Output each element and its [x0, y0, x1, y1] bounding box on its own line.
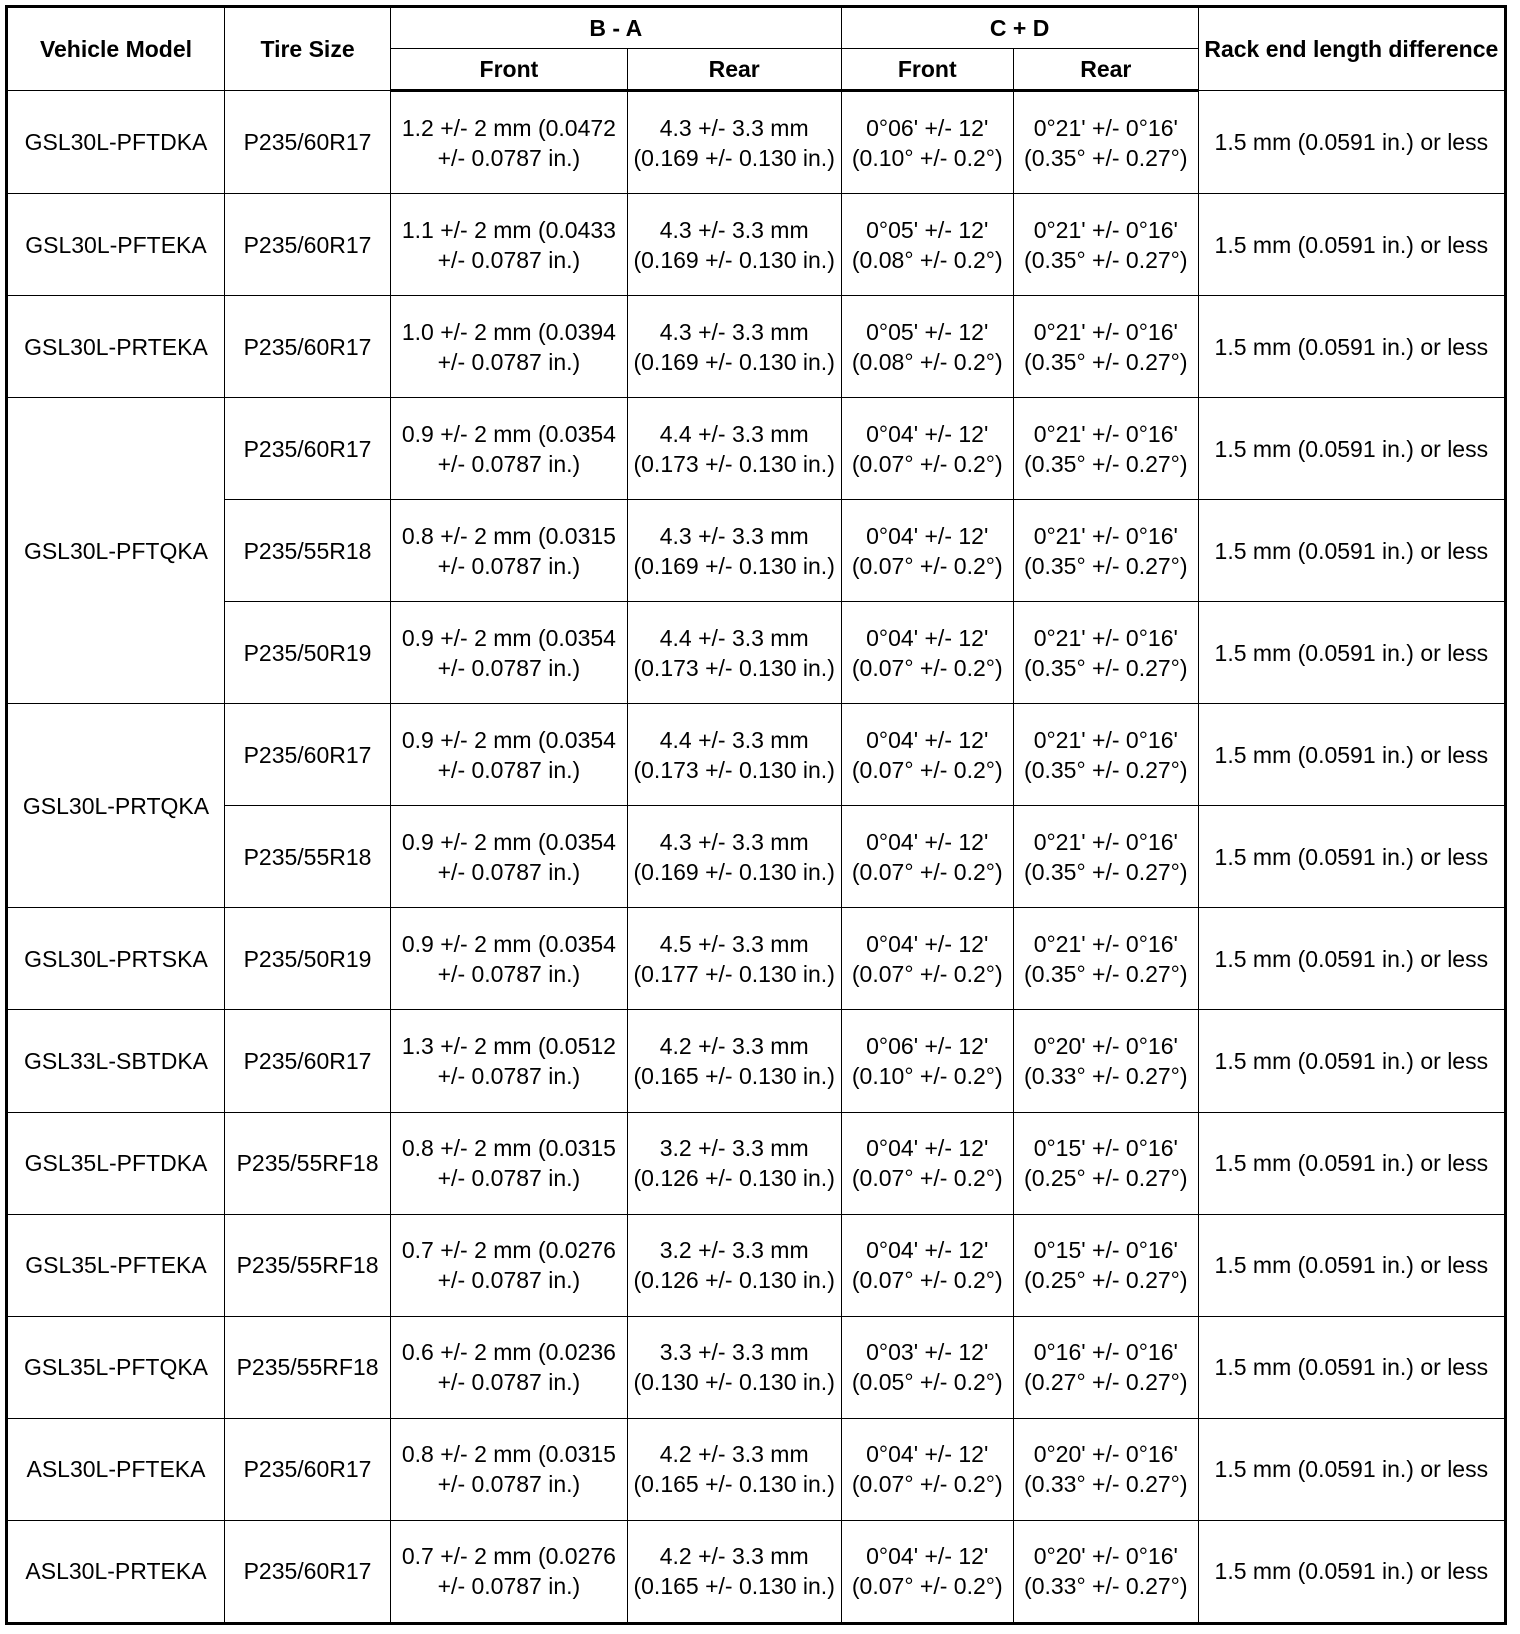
table-row — [7, 91, 1506, 194]
cd-front-cell: 0°06' +/- 12' (0.10° +/- 0.2°) — [841, 91, 1013, 194]
table-row — [7, 194, 1506, 296]
header-ba-front: Front — [391, 49, 628, 91]
tire-size-cell: P235/60R17 — [224, 296, 390, 398]
tire-size-cell: P235/60R17 — [224, 91, 390, 194]
ba-front-cell: 0.9 +/- 2 mm (0.0354 +/- 0.0787 in.) — [391, 602, 628, 704]
table-row — [7, 1520, 1506, 1623]
tire-size-cell: P235/55R18 — [224, 500, 390, 602]
table-row — [7, 602, 1506, 704]
cd-rear-cell: 0°20' +/- 0°16' (0.33° +/- 0.27°) — [1013, 1010, 1198, 1112]
table-row — [7, 704, 1506, 806]
tire-size-cell: P235/60R17 — [224, 1010, 390, 1112]
ba-rear-cell: 4.2 +/- 3.3 mm (0.165 +/- 0.130 in.) — [627, 1418, 841, 1520]
header-cd-rear: Rear — [1013, 49, 1198, 91]
rack-end-cell: 1.5 mm (0.0591 in.) or less — [1198, 806, 1505, 908]
vehicle-model-cell: GSL30L-PRTEKA — [7, 296, 225, 398]
cd-rear-cell: 0°21' +/- 0°16' (0.35° +/- 0.27°) — [1013, 91, 1198, 194]
cd-rear-cell: 0°21' +/- 0°16' (0.35° +/- 0.27°) — [1013, 194, 1198, 296]
rack-end-cell: 1.5 mm (0.0591 in.) or less — [1198, 704, 1505, 806]
ba-rear-cell: 3.2 +/- 3.3 mm (0.126 +/- 0.130 in.) — [627, 1112, 841, 1214]
cd-front-cell: 0°04' +/- 12' (0.07° +/- 0.2°) — [841, 1520, 1013, 1623]
ba-front-cell: 1.0 +/- 2 mm (0.0394 +/- 0.0787 in.) — [391, 296, 628, 398]
header-tire-size: Tire Size — [224, 7, 390, 91]
cd-rear-cell: 0°21' +/- 0°16' (0.35° +/- 0.27°) — [1013, 398, 1198, 500]
cd-front-cell: 0°05' +/- 12' (0.08° +/- 0.2°) — [841, 194, 1013, 296]
vehicle-model-cell: GSL30L-PRTSKA — [7, 908, 225, 1010]
ba-front-cell: 0.8 +/- 2 mm (0.0315 +/- 0.0787 in.) — [391, 500, 628, 602]
ba-front-cell: 0.6 +/- 2 mm (0.0236 +/- 0.0787 in.) — [391, 1316, 628, 1418]
rack-end-cell: 1.5 mm (0.0591 in.) or less — [1198, 1112, 1505, 1214]
vehicle-model-cell: GSL35L-PFTEKA — [7, 1214, 225, 1316]
ba-front-cell: 0.9 +/- 2 mm (0.0354 +/- 0.0787 in.) — [391, 908, 628, 1010]
tire-size-cell: P235/55RF18 — [224, 1112, 390, 1214]
table-row — [7, 500, 1506, 602]
ba-rear-cell: 4.2 +/- 3.3 mm (0.165 +/- 0.130 in.) — [627, 1520, 841, 1623]
ba-rear-cell: 4.3 +/- 3.3 mm (0.169 +/- 0.130 in.) — [627, 91, 841, 194]
rack-end-cell: 1.5 mm (0.0591 in.) or less — [1198, 500, 1505, 602]
ba-front-cell: 0.9 +/- 2 mm (0.0354 +/- 0.0787 in.) — [391, 806, 628, 908]
ba-front-cell: 1.3 +/- 2 mm (0.0512 +/- 0.0787 in.) — [391, 1010, 628, 1112]
table-body — [7, 91, 1506, 1624]
cd-rear-cell: 0°21' +/- 0°16' (0.35° +/- 0.27°) — [1013, 704, 1198, 806]
ba-front-cell: 0.7 +/- 2 mm (0.0276 +/- 0.0787 in.) — [391, 1520, 628, 1623]
table-row — [7, 1316, 1506, 1418]
tire-size-cell: P235/55R18 — [224, 806, 390, 908]
vehicle-model-cell: GSL35L-PFTDKA — [7, 1112, 225, 1214]
tire-size-cell: P235/55RF18 — [224, 1316, 390, 1418]
header-rack-end-length-difference: Rack end length difference — [1198, 7, 1505, 91]
cd-rear-cell: 0°20' +/- 0°16' (0.33° +/- 0.27°) — [1013, 1520, 1198, 1623]
header-cd-front: Front — [841, 49, 1013, 91]
cd-rear-cell: 0°21' +/- 0°16' (0.35° +/- 0.27°) — [1013, 806, 1198, 908]
vehicle-model-cell: GSL33L-SBTDKA — [7, 1010, 225, 1112]
ba-rear-cell: 4.3 +/- 3.3 mm (0.169 +/- 0.130 in.) — [627, 806, 841, 908]
tire-size-cell: P235/50R19 — [224, 602, 390, 704]
table-row — [7, 1010, 1506, 1112]
table-row — [7, 908, 1506, 1010]
cd-rear-cell: 0°21' +/- 0°16' (0.35° +/- 0.27°) — [1013, 296, 1198, 398]
table-row — [7, 398, 1506, 500]
rack-end-cell: 1.5 mm (0.0591 in.) or less — [1198, 194, 1505, 296]
cd-rear-cell: 0°21' +/- 0°16' (0.35° +/- 0.27°) — [1013, 908, 1198, 1010]
cd-front-cell: 0°04' +/- 12' (0.07° +/- 0.2°) — [841, 602, 1013, 704]
ba-rear-cell: 4.4 +/- 3.3 mm (0.173 +/- 0.130 in.) — [627, 602, 841, 704]
tire-size-cell: P235/60R17 — [224, 1520, 390, 1623]
rack-end-cell: 1.5 mm (0.0591 in.) or less — [1198, 91, 1505, 194]
rack-end-cell: 1.5 mm (0.0591 in.) or less — [1198, 1520, 1505, 1623]
tire-size-cell: P235/50R19 — [224, 908, 390, 1010]
cd-front-cell: 0°04' +/- 12' (0.07° +/- 0.2°) — [841, 908, 1013, 1010]
ba-front-cell: 0.9 +/- 2 mm (0.0354 +/- 0.0787 in.) — [391, 398, 628, 500]
vehicle-model-cell: GSL30L-PFTDKA — [7, 91, 225, 194]
ba-rear-cell: 4.3 +/- 3.3 mm (0.169 +/- 0.130 in.) — [627, 500, 841, 602]
table-row — [7, 1214, 1506, 1316]
cd-front-cell: 0°04' +/- 12' (0.07° +/- 0.2°) — [841, 704, 1013, 806]
header-c-plus-d: C + D — [841, 7, 1198, 49]
rack-end-cell: 1.5 mm (0.0591 in.) or less — [1198, 602, 1505, 704]
ba-rear-cell: 4.2 +/- 3.3 mm (0.165 +/- 0.130 in.) — [627, 1010, 841, 1112]
ba-rear-cell: 4.3 +/- 3.3 mm (0.169 +/- 0.130 in.) — [627, 194, 841, 296]
ba-front-cell: 1.2 +/- 2 mm (0.0472 +/- 0.0787 in.) — [391, 91, 628, 194]
cd-front-cell: 0°04' +/- 12' (0.07° +/- 0.2°) — [841, 806, 1013, 908]
ba-rear-cell: 4.3 +/- 3.3 mm (0.169 +/- 0.130 in.) — [627, 296, 841, 398]
cd-rear-cell: 0°16' +/- 0°16' (0.27° +/- 0.27°) — [1013, 1316, 1198, 1418]
cd-front-cell: 0°05' +/- 12' (0.08° +/- 0.2°) — [841, 296, 1013, 398]
vehicle-model-cell: ASL30L-PFTEKA — [7, 1418, 225, 1520]
cd-front-cell: 0°03' +/- 12' (0.05° +/- 0.2°) — [841, 1316, 1013, 1418]
vehicle-model-cell: GSL30L-PFTQKA — [7, 398, 225, 704]
header-vehicle-model: Vehicle Model — [7, 7, 225, 91]
cd-rear-cell: 0°21' +/- 0°16' (0.35° +/- 0.27°) — [1013, 602, 1198, 704]
header-b-minus-a: B - A — [391, 7, 842, 49]
ba-rear-cell: 3.2 +/- 3.3 mm (0.126 +/- 0.130 in.) — [627, 1214, 841, 1316]
rack-end-cell: 1.5 mm (0.0591 in.) or less — [1198, 1214, 1505, 1316]
table-row — [7, 296, 1506, 398]
tire-size-cell: P235/60R17 — [224, 1418, 390, 1520]
cd-front-cell: 0°04' +/- 12' (0.07° +/- 0.2°) — [841, 398, 1013, 500]
cd-rear-cell: 0°21' +/- 0°16' (0.35° +/- 0.27°) — [1013, 500, 1198, 602]
rack-end-cell: 1.5 mm (0.0591 in.) or less — [1198, 1316, 1505, 1418]
rack-end-cell: 1.5 mm (0.0591 in.) or less — [1198, 296, 1505, 398]
vehicle-model-cell: ASL30L-PRTEKA — [7, 1520, 225, 1623]
tire-size-cell: P235/60R17 — [224, 194, 390, 296]
tire-size-cell: P235/55RF18 — [224, 1214, 390, 1316]
cd-front-cell: 0°04' +/- 12' (0.07° +/- 0.2°) — [841, 1112, 1013, 1214]
tire-size-cell: P235/60R17 — [224, 398, 390, 500]
table-header — [7, 7, 1506, 91]
ba-front-cell: 0.8 +/- 2 mm (0.0315 +/- 0.0787 in.) — [391, 1418, 628, 1520]
cd-rear-cell: 0°15' +/- 0°16' (0.25° +/- 0.27°) — [1013, 1214, 1198, 1316]
rack-end-cell: 1.5 mm (0.0591 in.) or less — [1198, 1418, 1505, 1520]
ba-rear-cell: 4.4 +/- 3.3 mm (0.173 +/- 0.130 in.) — [627, 704, 841, 806]
alignment-spec-table — [5, 5, 1507, 1625]
tire-size-cell: P235/60R17 — [224, 704, 390, 806]
ba-rear-cell: 4.4 +/- 3.3 mm (0.173 +/- 0.130 in.) — [627, 398, 841, 500]
table-row — [7, 1418, 1506, 1520]
rack-end-cell: 1.5 mm (0.0591 in.) or less — [1198, 1010, 1505, 1112]
rack-end-cell: 1.5 mm (0.0591 in.) or less — [1198, 398, 1505, 500]
ba-rear-cell: 3.3 +/- 3.3 mm (0.130 +/- 0.130 in.) — [627, 1316, 841, 1418]
table-row — [7, 806, 1506, 908]
cd-front-cell: 0°04' +/- 12' (0.07° +/- 0.2°) — [841, 1214, 1013, 1316]
table-row — [7, 1112, 1506, 1214]
ba-front-cell: 1.1 +/- 2 mm (0.0433 +/- 0.0787 in.) — [391, 194, 628, 296]
vehicle-model-cell: GSL30L-PRTQKA — [7, 704, 225, 908]
vehicle-model-cell: GSL35L-PFTQKA — [7, 1316, 225, 1418]
ba-front-cell: 0.7 +/- 2 mm (0.0276 +/- 0.0787 in.) — [391, 1214, 628, 1316]
ba-rear-cell: 4.5 +/- 3.3 mm (0.177 +/- 0.130 in.) — [627, 908, 841, 1010]
cd-rear-cell: 0°15' +/- 0°16' (0.25° +/- 0.27°) — [1013, 1112, 1198, 1214]
cd-front-cell: 0°04' +/- 12' (0.07° +/- 0.2°) — [841, 500, 1013, 602]
rack-end-cell: 1.5 mm (0.0591 in.) or less — [1198, 908, 1505, 1010]
cd-front-cell: 0°06' +/- 12' (0.10° +/- 0.2°) — [841, 1010, 1013, 1112]
ba-front-cell: 0.9 +/- 2 mm (0.0354 +/- 0.0787 in.) — [391, 704, 628, 806]
cd-front-cell: 0°04' +/- 12' (0.07° +/- 0.2°) — [841, 1418, 1013, 1520]
cd-rear-cell: 0°20' +/- 0°16' (0.33° +/- 0.27°) — [1013, 1418, 1198, 1520]
header-ba-rear: Rear — [627, 49, 841, 91]
ba-front-cell: 0.8 +/- 2 mm (0.0315 +/- 0.0787 in.) — [391, 1112, 628, 1214]
vehicle-model-cell: GSL30L-PFTEKA — [7, 194, 225, 296]
